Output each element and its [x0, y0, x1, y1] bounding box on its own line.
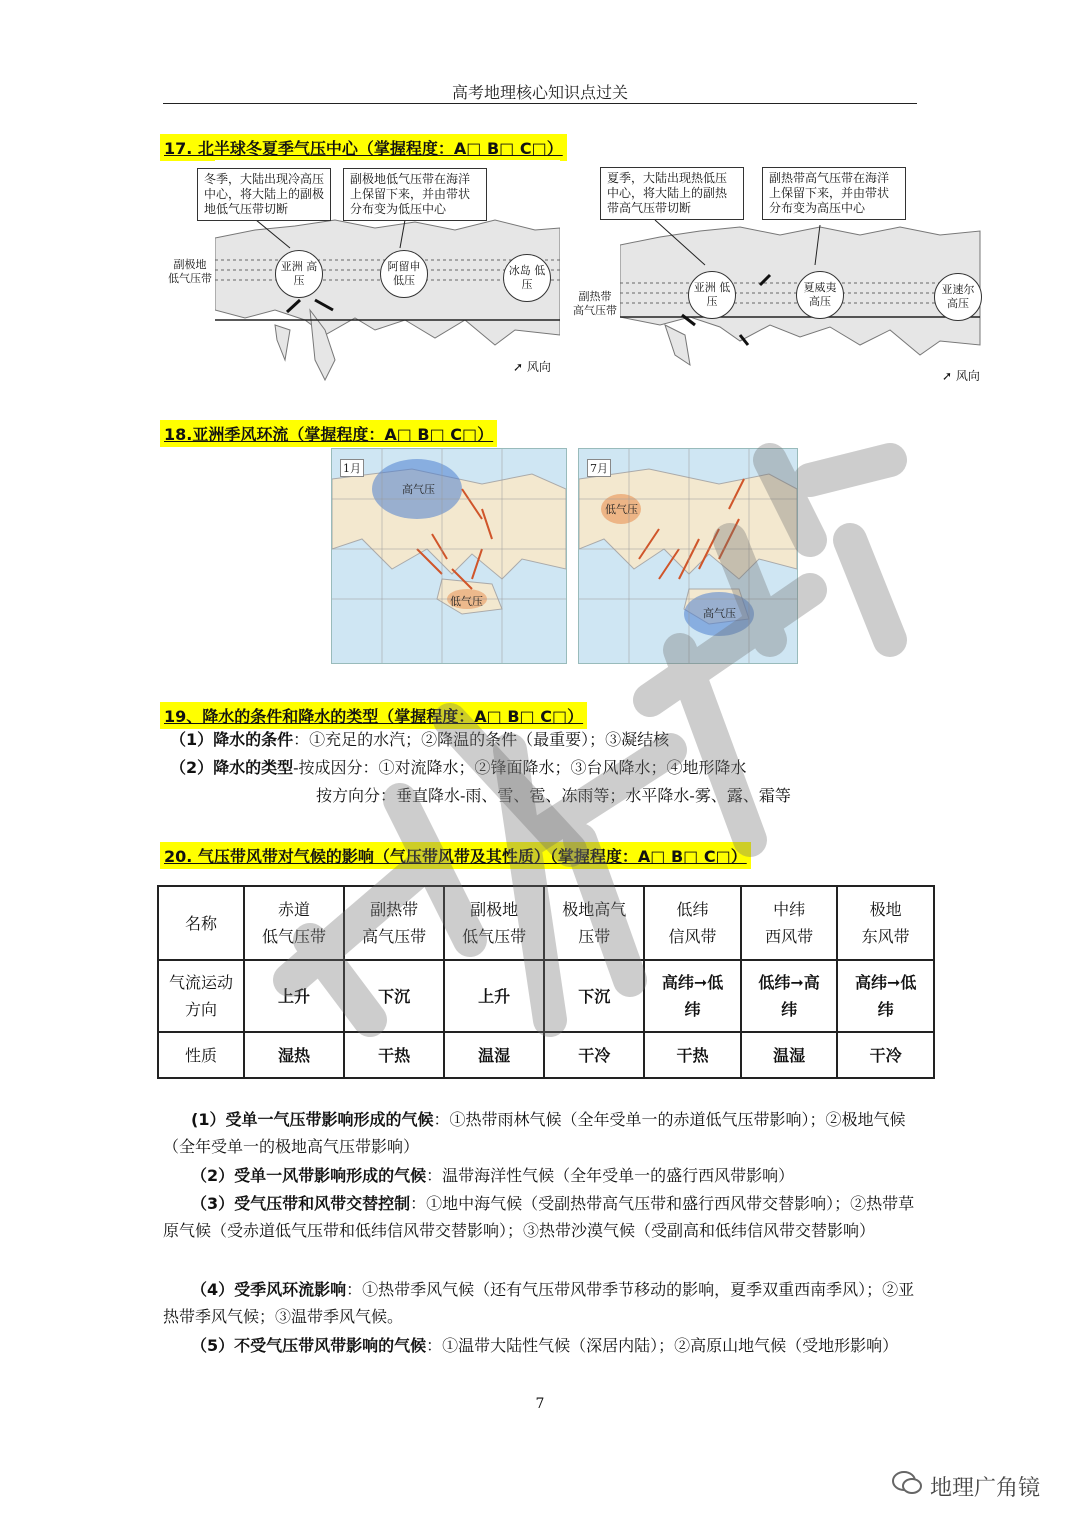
summer-pressure-map — [607, 165, 1000, 390]
precipitation-conditions — [170, 726, 669, 754]
summer-wind-label: 风向 — [955, 369, 980, 383]
summer-side-label: 副热带 高气压带 — [573, 290, 617, 317]
page-number: 7 — [535, 1396, 545, 1412]
winter-callout-2: 副极地低气压带在海洋上保留下来，并由带状分布变为低压中心 — [343, 168, 487, 221]
table-header-cell: 名称 — [158, 886, 244, 960]
header-rule — [163, 103, 917, 104]
july-label: 7月 — [587, 459, 611, 477]
summer-callout-1: 夏季，大陆出现热低压中心，将大陆上的副热带高气压带切断 — [600, 167, 744, 220]
july-monsoon-map — [578, 448, 798, 664]
paragraph-3-text: ：①地中海气候（受副热带高气压带和盛行西风带交替影响）；②热带草原气候（受赤道低气压带和低纬信风带交替影响）；③热带沙漠气候（受副高和低纬信风带交替影响） — [163, 1194, 915, 1240]
asia-low-circle: 亚洲 低压 — [688, 271, 736, 319]
january-high-label: 高气压 — [402, 483, 435, 496]
table-row — [158, 1032, 934, 1078]
brand-name: 地理广角镜 — [929, 1475, 1040, 1501]
table-header-cell: 极地高气 压带 — [544, 886, 644, 960]
table-cell: 下沉 — [544, 960, 644, 1032]
header-title: 高考地理核心知识点过关 — [451, 83, 628, 102]
paragraph-2-label: （2）受单一风带影响形成的气候 — [191, 1166, 427, 1185]
aleutian-low-circle: 阿留申 低压 — [380, 250, 428, 298]
paragraph-1-text: ：①热带雨林气候（全年受单一的赤道低气压带影响）；②极地气候（全年受单一的极地高气压带影响） — [163, 1110, 906, 1156]
climate-paragraph-5 — [163, 1332, 923, 1359]
azores-high-circle: 亚速尔 高压 — [934, 273, 982, 321]
january-map-graphic — [332, 449, 566, 663]
paragraph-2-text: ：温带海洋性气候（全年受单一的盛行西风带影响） — [426, 1166, 795, 1185]
winter-pressure-map — [204, 160, 560, 390]
wind-arrow-icon: ➚ — [513, 360, 524, 374]
table-cell: 上升 — [244, 960, 344, 1032]
hawaii-high-circle: 夏威夷 高压 — [796, 271, 844, 319]
table-header-cell: 赤道 低气压带 — [244, 886, 344, 960]
climate-paragraph-2 — [163, 1162, 923, 1189]
paragraph-4-label: （4）受季风环流影响 — [191, 1280, 347, 1299]
july-low-label: 低气压 — [605, 503, 638, 516]
table-cell: 湿热 — [244, 1032, 344, 1078]
climate-paragraph-4 — [163, 1276, 923, 1330]
january-label: 1月 — [340, 459, 364, 477]
table-header-cell: 中纬 西风带 — [741, 886, 838, 960]
paragraph-5-label: （5）不受气压带风带影响的气候 — [191, 1336, 427, 1355]
types-text: -按成因分：①对流降水；②锋面降水；③台风降水；④地形降水 — [293, 758, 747, 777]
winter-side-label: 副极地 低气压带 — [168, 258, 212, 285]
iceland-low-circle: 冰岛 低压 — [503, 254, 551, 302]
pressure-belt-table — [157, 885, 935, 1079]
table-header-cell: 副热带 高气压带 — [344, 886, 444, 960]
january-low-label: 低气压 — [450, 595, 483, 608]
table-cell: 温湿 — [444, 1032, 544, 1078]
wind-arrow-icon: ➚ — [942, 369, 953, 383]
climate-paragraph-3 — [163, 1190, 923, 1244]
section-18-heading: 18.亚洲季风环流（掌握程度：A□ B□ C□） — [160, 420, 497, 447]
table-header-cell: 副极地 低气压带 — [444, 886, 544, 960]
summer-callout-2: 副热带高气压带在海洋上保留下来，并由带状分布变为高压中心 — [762, 167, 906, 220]
table-cell: 干热 — [344, 1032, 444, 1078]
table-cell: 温湿 — [741, 1032, 838, 1078]
table-cell: 干冷 — [544, 1032, 644, 1078]
paragraph-5-text: ：①温带大陆性气候（深居内陆）；②高原山地气候（受地形影响） — [426, 1336, 899, 1355]
winter-wind-legend — [513, 358, 551, 375]
table-cell: 干热 — [644, 1032, 741, 1078]
table-header-cell: 极地 东风带 — [837, 886, 934, 960]
table-cell: 高纬➞低 纬 — [644, 960, 741, 1032]
table-row-label: 性质 — [158, 1032, 244, 1078]
paragraph-4-text: ：①热带季风气候（还有气压带风带季节移动的影响，夏季双重西南季风）；②亚热带季风气候；③温带季风气候。 — [163, 1280, 915, 1326]
table-cell: 高纬➞低 纬 — [837, 960, 934, 1032]
winter-callout-1: 冬季，大陆出现冷高压中心，将大陆上的副极地低气压带切断 — [197, 168, 331, 221]
table-header-row — [158, 886, 934, 960]
section-19-heading: 19、降水的条件和降水的类型（掌握程度：A□ B□ C□） — [160, 702, 587, 729]
precipitation-direction: 按方向分：垂直降水-雨、雪、雹、冻雨等；水平降水-雾、露、霜等 — [316, 786, 791, 805]
table-cell: 下沉 — [344, 960, 444, 1032]
section-17-heading: 17. 北半球冬夏季气压中心（掌握程度：A□ B□ C□） — [160, 134, 567, 161]
paragraph-1-label: (1）受单一气压带影响形成的气候 — [191, 1110, 434, 1129]
summer-wind-legend — [942, 367, 980, 384]
asia-high-circle: 亚洲 高压 — [275, 250, 323, 298]
wechat-icon — [892, 1470, 922, 1502]
july-high-label: 高气压 — [703, 607, 736, 620]
july-map-graphic — [579, 449, 797, 663]
table-row-label: 气流运动 方向 — [158, 960, 244, 1032]
paragraph-3-label: （3）受气压带和风带交替控制 — [191, 1194, 411, 1213]
table-cell: 上升 — [444, 960, 544, 1032]
conditions-label: （1）降水的条件 — [170, 730, 294, 749]
january-monsoon-map — [331, 448, 567, 664]
table-cell: 低纬➞高 纬 — [741, 960, 838, 1032]
table-header-cell: 低纬 信风带 — [644, 886, 741, 960]
climate-paragraph-1 — [163, 1106, 923, 1160]
precipitation-types — [170, 754, 747, 782]
section-20-heading: 20. 气压带风带对气候的影响（气压带风带及其性质）（掌握程度：A□ B□ C□） — [160, 842, 751, 869]
winter-wind-label: 风向 — [526, 360, 551, 374]
table-cell: 干冷 — [837, 1032, 934, 1078]
brand — [892, 1470, 1040, 1502]
types-label: （2）降水的类型 — [170, 758, 294, 777]
table-row — [158, 960, 934, 1032]
conditions-text: ：①充足的水汽；②降温的条件（最重要）；③凝结核 — [293, 730, 670, 749]
